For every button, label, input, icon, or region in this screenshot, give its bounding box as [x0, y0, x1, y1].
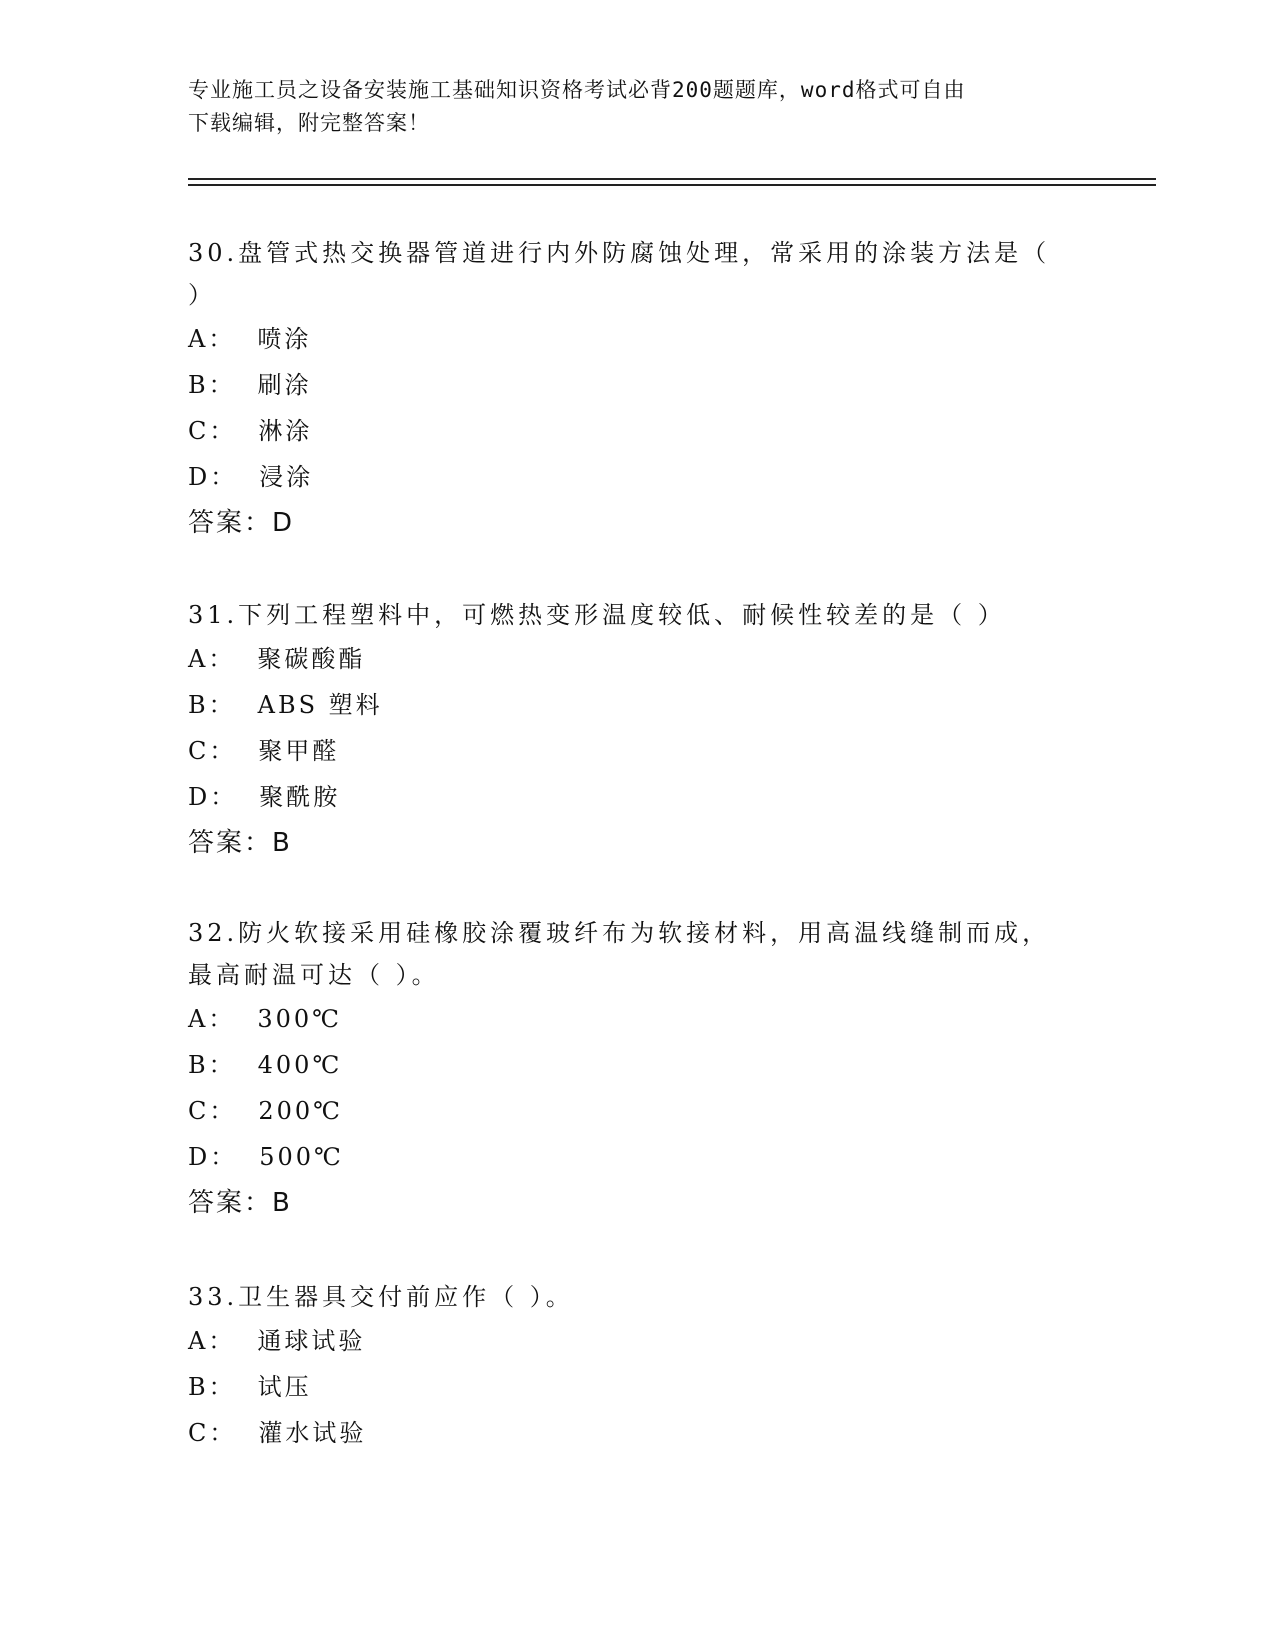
option-c: [188, 1088, 1088, 1134]
option-letter: B：: [188, 1373, 236, 1401]
option-b: [188, 362, 1088, 408]
header-line-2: 下载编辑，附完整答案！: [188, 111, 430, 135]
question-stem-line: 33.卫生器具交付前应作（ ）。: [188, 1283, 574, 1311]
option-letter: A：: [188, 1005, 236, 1033]
option-b: [188, 1364, 1088, 1410]
option-text: 聚碳酸酯: [257, 645, 366, 673]
question-stem: [188, 232, 1088, 316]
question-31: [188, 594, 1088, 866]
answer-label: 答案：D: [188, 508, 295, 538]
question-30: [188, 232, 1088, 546]
option-text: 400℃: [257, 1051, 343, 1079]
document-header: [188, 74, 1078, 140]
option-letter: A：: [188, 1327, 236, 1355]
option-letter: A：: [188, 325, 236, 353]
option-letter: D：: [188, 1143, 238, 1171]
option-d: [188, 774, 1088, 820]
option-text: 300℃: [257, 1005, 342, 1033]
option-a: [188, 636, 1088, 682]
option-letter: C：: [188, 1419, 237, 1447]
option-text: 500℃: [259, 1143, 344, 1171]
question-32: [188, 912, 1088, 1226]
option-text: 聚酰胺: [259, 783, 341, 811]
option-text: 通球试验: [257, 1327, 366, 1355]
option-letter: B：: [188, 1051, 236, 1079]
question-33: [188, 1276, 1088, 1456]
option-letter: C：: [188, 417, 237, 445]
option-d: [188, 1134, 1088, 1180]
option-c: [188, 408, 1088, 454]
option-text: 200℃: [258, 1097, 344, 1125]
option-a: [188, 996, 1088, 1042]
option-letter: B：: [188, 691, 236, 719]
option-text: 灌水试验: [258, 1419, 367, 1447]
option-text: 聚甲醛: [258, 737, 340, 765]
question-stem-line: 32.防火软接采用硅橡胶涂覆玻纤布为软接材料，用高温线缝制而成，: [188, 919, 1051, 947]
question-stem-line: 31.下列工程塑料中，可燃热变形温度较低、耐候性较差的是（ ）: [188, 601, 1006, 629]
option-letter: A：: [188, 645, 236, 673]
header-divider-bottom: [188, 184, 1156, 186]
question-stem: [188, 912, 1088, 996]
question-stem-line: 最高耐温可达（ ）。: [188, 961, 440, 989]
option-letter: D：: [188, 783, 238, 811]
option-text: ABS 塑料: [257, 691, 383, 719]
option-text: 喷涂: [257, 325, 312, 353]
option-letter: D：: [188, 463, 238, 491]
option-b: [188, 682, 1088, 728]
option-a: [188, 1318, 1088, 1364]
question-stem: [188, 594, 1088, 636]
option-d: [188, 454, 1088, 500]
option-c: [188, 1410, 1088, 1456]
answer-label: 答案：B: [188, 1188, 292, 1218]
option-text: 刷涂: [257, 371, 312, 399]
option-text: 试压: [257, 1373, 312, 1401]
option-a: [188, 316, 1088, 362]
header-divider-top: [188, 178, 1156, 180]
header-line-1: 专业施工员之设备安装施工基础知识资格考试必背200题题库，word格式可自由: [188, 78, 966, 102]
question-stem-line: 30.盘管式热交换器管道进行内外防腐蚀处理，常采用的涂装方法是（: [188, 239, 1051, 267]
option-letter: C：: [188, 1097, 237, 1125]
answer-label: 答案：B: [188, 828, 292, 858]
option-text: 浸涂: [259, 463, 314, 491]
option-text: 淋涂: [258, 417, 313, 445]
option-b: [188, 1042, 1088, 1088]
option-letter: B：: [188, 371, 236, 399]
option-letter: C：: [188, 737, 237, 765]
option-c: [188, 728, 1088, 774]
question-stem: [188, 1276, 1088, 1318]
question-stem-line: ）: [188, 281, 216, 309]
